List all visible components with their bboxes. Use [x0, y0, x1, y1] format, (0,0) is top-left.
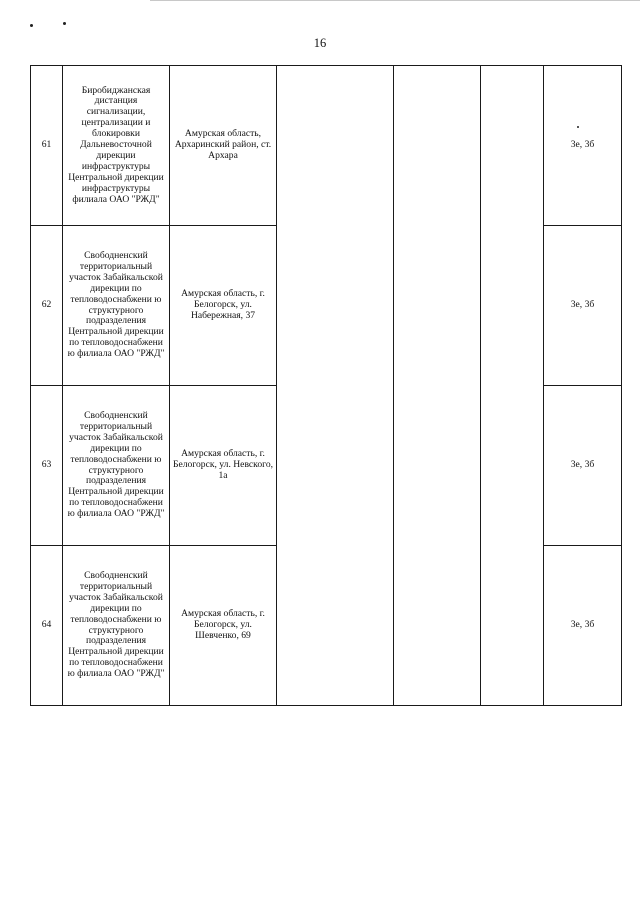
row-number: 61 — [31, 66, 63, 226]
code-cell: 3е, 3б — [544, 546, 622, 706]
organization-name: Биробиджанская дистанция сигнализации, централизации и блокировки Дальневосточной дирекции инфраструктуры Центральной дирекции инфраструктуры филиала ОАО "РЖД" — [63, 66, 170, 226]
scan-speck — [30, 24, 33, 27]
empty-cell — [481, 66, 544, 706]
organization-address: Амурская область, г. Белогорск, ул. Шевченко, 69 — [170, 546, 277, 706]
organization-name: Свободненский территориальный участок Забайкальской дирекции по тепловодоснабжени ю структурного подразделения Центральной дирекции по тепловодоснабжени ю филиала ОАО "РЖД" — [63, 546, 170, 706]
organization-name: Свободненский территориальный участок Забайкальской дирекции по тепловодоснабжени ю структурного подразделения Центральной дирекции по тепловодоснабжени ю филиала ОАО "РЖД" — [63, 226, 170, 386]
empty-cell — [277, 66, 394, 706]
code-cell: 3е, 3б — [544, 226, 622, 386]
table-row — [31, 66, 622, 226]
registry-table — [30, 65, 622, 706]
code-cell: 3е, 3б — [544, 66, 622, 226]
empty-cell — [394, 66, 481, 706]
row-number: 62 — [31, 226, 63, 386]
row-number: 64 — [31, 546, 63, 706]
page-number: 16 — [313, 36, 327, 50]
code-cell: 3е, 3б — [544, 386, 622, 546]
scan-top-edge — [150, 0, 640, 1]
organization-address: Амурская область, Архаринский район, ст. Архара — [170, 66, 277, 226]
row-number: 63 — [31, 386, 63, 546]
scan-speck — [63, 22, 66, 25]
organization-address: Амурская область, г. Белогорск, ул. Невского, 1а — [170, 386, 277, 546]
organization-address: Амурская область, г. Белогорск, ул. Набережная, 37 — [170, 226, 277, 386]
organization-name: Свободненский территориальный участок Забайкальской дирекции по тепловодоснабжени ю структурного подразделения Центральной дирекции по тепловодоснабжени ю филиала ОАО "РЖД" — [63, 386, 170, 546]
